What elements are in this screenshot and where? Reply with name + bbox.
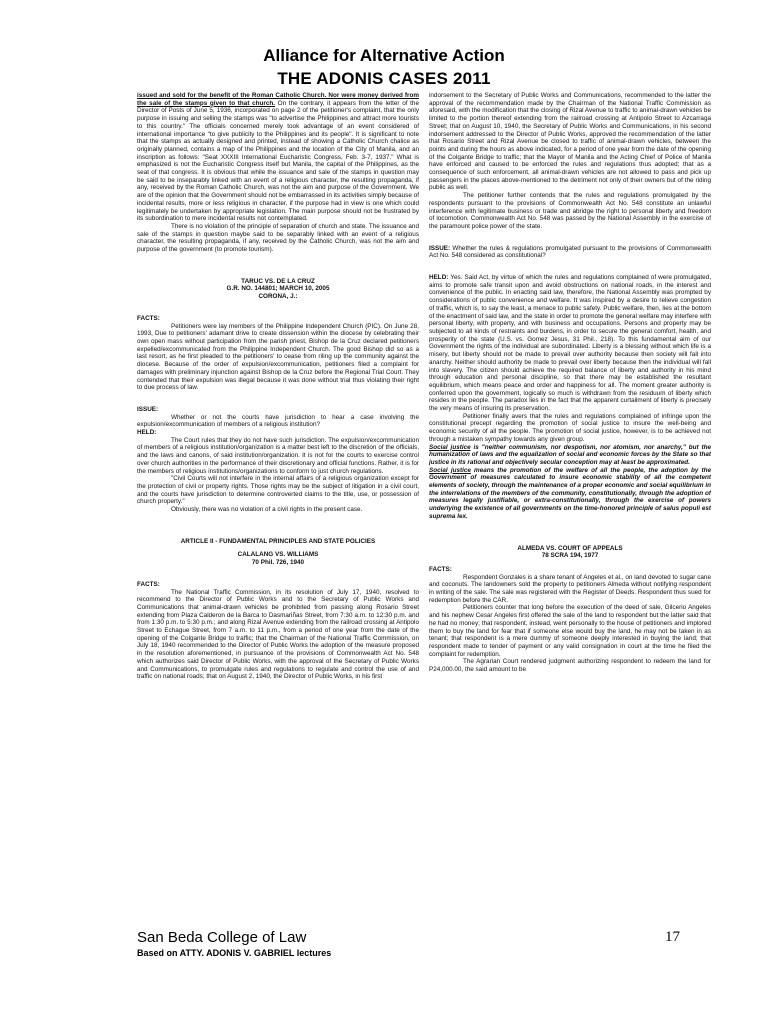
- right-column: [429, 92, 711, 918]
- page-number: 17: [665, 929, 680, 945]
- paragraph: Respondent Gonzales is a share tenant of Angeles et al., on land devoted to sugar cane and coconuts. The landowners sold the property to petitioners Almeda without notifying respondent in writing of the sale. The sale was registered with the Register of Deeds. Respondent thus sued for redemption before the CAR.: [429, 573, 711, 604]
- facts-label: FACTS:: [137, 314, 160, 322]
- paragraph: Obviously, there was no violation of a civil rights in the present case.: [171, 506, 363, 514]
- issue-label: ISSUE:: [429, 244, 451, 252]
- definition-text: means the promotion of the welfare of all the people, the adoption by the Government of measures calculated to insure economic stability of all the competent elements of society, through the maintenance of a proper economic and social equilibrium in the interrelations of the members of the community, constitutionally, through the adoption of measures legally justifiable, or extra-constitutionally, through the exercise of powers underlying the existence of all governments on the time-honored principle of salus populi est suprema lex.: [429, 466, 711, 520]
- held-label: HELD:: [137, 429, 157, 437]
- case-title: ALMEDA VS. COURT OF APPEALS: [517, 544, 623, 552]
- paragraph: The National Traffic Commission, in its resolution of July 17, 1940, resolved to recommend to the Director of Public Works and to the Secretary of Public Works and Communications that animal-drawn vehicles be prohibited from passing along Rosario Street extending from Plaza Calderon de la Barca to Dasmariñas Street, from 7:30 a.m. to 12:30 p.m. and from 1:30 p.m. to 5:30 p.m.; and along Rizal Avenue extending from the railroad crossing at Antipolo Street to Echague Street, from 7 a.m. to 11 p.m., from a period of one year from the date of the opening of the Colgante Bridge to traffic; that the Chairman of the National Traffic Commission, on July 18, 1940 recommended to the Director of Public Works the adoption of the measure proposed in the resolution aforementioned, in pursuance of the provisions of Commonwealth Act No. 548 which authorizes said Director of Public Works, with the approval of the Secretary of Public Works and Communications, to promulgate rules and regulations to regulate and control the use of and traffic on national roads; that on August 2, 1940, the Director of Public Works, in his first: [137, 588, 419, 681]
- case-title: CALALANG VS. WILLIAMS: [237, 551, 319, 559]
- held-label: HELD:: [429, 274, 449, 282]
- paragraph: The Court rules that they do not have such jurisdiction. The expulsion/excommunication of members of a religious institution/organization is a matter best left to the discretion of the officials, and the laws and canons, of said institution/organization. It is not for the courts to exercise control over church authorities in the performance of their discretionary and official functions. Rather, it is for the members of religious institutions/organizations to conform to just church regulations.: [137, 436, 419, 475]
- emphasized-lead: issued and sold for the benefit of the Roman Catholic Church. Nor were money derived from the sale of the stamps given to that church.: [137, 92, 419, 107]
- paragraph-text: Whether the rules & regulations promulgated pursuant to the provisions of Commonwealth Act No. 548 considered as constitutional?: [429, 244, 711, 260]
- section-heading: ARTICLE II - FUNDAMENTAL PRINCIPLES AND STATE POLICIES: [180, 537, 376, 545]
- defined-term: Social justice: [429, 443, 471, 451]
- defined-term: Social justice: [429, 466, 471, 474]
- issue-paragraph: [429, 245, 711, 260]
- social-justice-definition: [429, 444, 711, 467]
- paragraph: The Agrarian Court rendered judgment authorizing respondent to redeem the land for P24,000.00, the said amount to be: [429, 658, 711, 674]
- paragraph: Petitioner finally avers that the rules and regulations complained of infringe upon the constitutional precept regarding the promotion of social justice to insure the well-being and economic security of all the people. The promotion of social justice, however, is to be achieved not through a mistaken sympathy towards any given group.: [429, 412, 711, 443]
- organization-name: Alliance for Alternative Action: [263, 46, 505, 65]
- issue-label: ISSUE:: [137, 405, 159, 413]
- social-justice-definition: [429, 467, 711, 521]
- paragraph: Whether or not the courts have jurisdiction to hear a case involving the expulsion/excommunication of members of a religious institution?: [137, 413, 419, 429]
- paragraph: "Civil Courts will not interfere in the internal affairs of a religious organization except for the protection of civil or property rights. Those rights may be the subject of litigation in a civil court, and the courts have jurisdiction to determine controverted claims to the title, use, or possession of church property.": [137, 475, 419, 506]
- case-citation: G.R. NO. 144801; MARCH 10, 2005: [226, 285, 330, 293]
- document-title: THE ADONIS CASES 2011: [277, 69, 491, 88]
- paragraph: indorsement to the Secretary of Public Works and Communications, recommended to the latter the approval of the recommendation made by the Chairman of the National Traffic Commission as aforesaid, with the modification that the closing of Rizal Avenue to traffic to animal-drawn vehicles be limited to the portion thereof extending from the railroad crossing at Antipolo Street to Azcarraga Street; that on August 10, 1940, the Secretary of Public Works and Communications, in his second indorsement addressed to the Director of Public Works, approved the recommendation of the latter that Rosario Street and Rizal Avenue be closed to traffic of animal-drawn vehicles, between the points and during the hours as above indicated, for a period of one year from the date of the opening of the Colgante Bridge to traffic; that the Mayor of Manila and the Acting Chief of Police of Manila have enforced and caused to be enforced the rules and regulations thus adopted; that as a consequence of such enforcement, all animal-drawn vehicles are not allowed to pass and pick up passengers in the places above-mentioned to the detriment not only of their owners but of the riding public as well.: [429, 92, 711, 192]
- held-paragraph: [429, 274, 711, 413]
- facts-label: FACTS:: [429, 565, 452, 573]
- left-column: [137, 92, 419, 918]
- footer-school-name: San Beda College of Law: [137, 929, 307, 946]
- footer-lecture-credit: Based on ATTY. ADONIS V. GABRIEL lectures: [137, 948, 332, 958]
- paragraph-text: On the contrary, it appears from the letter of the Director of Posts of June 5, 1936, incorporated on page 2 of the petitioner's complaint, that the only purpose in issuing and selling the stamps was "to advertise the Philippines and attract more tourists to this country." The officials concerned merely took advantage of an event considered of international importance "to give publicity to the Philippines and its people". It is significant to note that the stamps as actually designed and printed, instead of showing a Catholic Church chalice as originally planned, contains a map of the Philippines and the location of the City of Manila, and an inscription as follows: "Seat XXXIII International Eucharistic Congress, Feb. 3-7, 1937." What is emphasized is not the Eucharistic Congress itself but Manila, the capital of the Philippines, as the seat of that congress. It is obvious that while the issuance and sale of the stamps in question may be said to be inseparably linked with an event of a religious character, the resulting propaganda, if any, received by the Roman Catholic Church, was not the aim and purpose of the Government. We are of the opinion that the Government should not be embarrassed in its activities simply because of incidental results, more or less religious in character, if the purpose had in view is one which could legitimately be undertaken by appropriate legislation. The main purpose should not be frustrated by its subordination to mere incidental results not contemplated.: [137, 99, 419, 223]
- paragraph: [137, 92, 419, 223]
- paragraph: Petitioners were lay members of the Philippine Independent Church (PIC). On June 28, 1993, Due to petitioners' adamant drive to create dissension within the diocese by celebrating their own open mass without participation from the parish priest, Bishop de la Cruz declared petitioners expelled/excommunicated from the Philippine Independent Church. The good Bishop did so as a last resort, as he first pleaded to the petitioners' to cease from riling up the community against the diocese. Because of the order of expulsion/excommunication, petitioners filed a complaint for damages with preliminary injunction against Bishop de la Cruz before the Regional Trial Court. They contended that their expulsion was illegal because it was done without trial thus violating their right to due process of law.: [137, 322, 419, 392]
- paragraph: Petitioners counter that long before the execution of the deed of sale, Gilcerio Angeles and his nephew Cesar Angeles first offered the sale of the land to respondent but the latter said that he had no money; that respondent, instead, went personally to the house of petitioners and implored them to buy the land for fear that if someone else would buy the land, he may not be taken in as tenant; that respondent is a mere dummy of someone deeply interested in buying the land; that respondent made to tender of payment or any valid consignation in court at the time he filed the complaint for redemption.: [429, 604, 711, 658]
- definition-text: is "neither communism, nor despotism, nor atomism, nor anarchy," but the humanization of laws and the equalization of social and economic forces by the State so that justice in its rational and objectively secular conception may at least be approximated.: [429, 443, 711, 466]
- paragraph-text: Yes. Said Act, by virtue of which the rules and regulations complained of were promulgated, aims to promote safe transit upon and avoid obstructions on national roads, in the interest and convenience of the public. In enacting said law, therefore, the National Assembly was prompted by considerations of public convenience and welfare. It was inspired by a desire to relieve congestion of traffic, which is, to say the least, a menace to public safety. Public welfare, then, lies at the bottom of the enactment of said law, and the state in order to promote the general welfare may interfere with personal liberty, with property, and with business and occupations. Persons and property may be subjected to all kinds of restraints and burdens, in order to secure the general comfort, health, and prosperity of the state (U.S. vs. Gomez Jesus, 31 Phil., 218). To this fundamental aim of our Government the rights of the individual are subordinated. Liberty is a blessing without which life is a misery, but liberty should not be made to prevail over authority because then society will fall into anarchy. Neither should authority be made to prevail over liberty because then the individual will fall into slavery. The citizen should achieve the required balance of liberty and authority in his mind through education and personal discipline, so that there may be established the resultant equilibrium, which means peace and order and happiness for all. The moment greater authority is conferred upon the government, logically so much is withdrawn from the residuum of liberty which resides in the people. The paradox lies in the fact that the apparent curtailment of liberty is precisely the very means of insuring its preservation.: [429, 274, 711, 413]
- case-title: TARUC VS. DE LA CRUZ: [241, 277, 315, 285]
- case-ponente: CORONA, J.:: [258, 293, 298, 301]
- paragraph: The petitioner further contends that the rules and regulations promulgated by the respondents pursuant to the provisions of Commonwealth Act No. 548 constitute an unlawful interference with legitimate business or trade and abridge the right to personal liberty and freedom of locomotion. Commonwealth Act No. 548 was passed by the National Assembly in the exercise of the paramount police power of the state.: [429, 192, 711, 230]
- paragraph: There is no violation of the principle of separation of church and state. The issuance and sale of the stamps in question maybe said to be separably linked with an event of a religious character, the resulting propaganda, if any, received by the Catholic Church, was not the aim and purpose of the government (to promote tourism).: [137, 222, 419, 254]
- facts-label: FACTS:: [137, 580, 160, 588]
- case-citation: 78 SCRA 194, 1977: [541, 552, 599, 560]
- case-citation: 70 Phil. 726, 1940: [251, 559, 305, 567]
